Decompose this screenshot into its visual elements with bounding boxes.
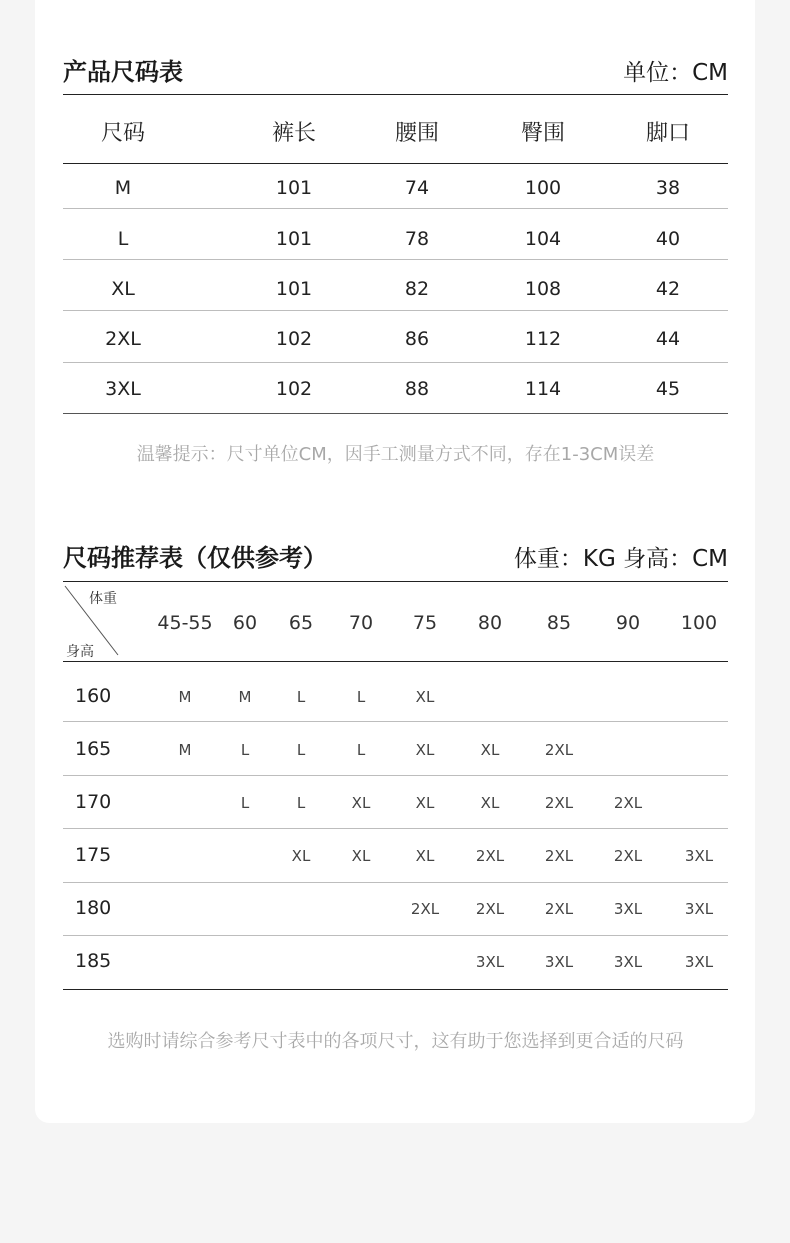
recommended-size-cell: 3XL (684, 953, 714, 971)
corner-height-label: 身高 (66, 644, 94, 660)
recommended-size-cell: M (238, 688, 252, 706)
size-label-cell: L (117, 228, 129, 250)
size-value-cell: 45 (655, 378, 681, 400)
height-label-cell: 165 (75, 738, 112, 760)
recommended-size-cell: 2XL (410, 900, 440, 918)
recommend-table-unit: 体重：KG 身高：CM (513, 546, 728, 572)
recommended-size-cell: 3XL (544, 953, 574, 971)
size-value-cell: 114 (524, 378, 562, 400)
weight-header-cell: 45-55 (157, 612, 213, 634)
recommended-size-cell: 3XL (684, 847, 714, 865)
size-header-cell: 臀围 (520, 120, 566, 146)
size-row-divider (63, 362, 728, 363)
size-value-cell: 82 (404, 278, 430, 300)
size-table-unit: 单位：CM (623, 60, 728, 86)
recommended-size-cell: XL (291, 847, 311, 865)
recommend-table-row (63, 950, 728, 974)
height-label-cell: 175 (75, 844, 112, 866)
recommended-size-cell: L (296, 741, 306, 759)
recommended-size-cell: XL (415, 794, 435, 812)
recommended-size-cell: M (178, 741, 192, 759)
recommended-size-cell: L (240, 741, 250, 759)
height-label-cell: 185 (75, 950, 112, 972)
recommended-size-cell: L (356, 688, 366, 706)
size-row-divider (63, 259, 728, 260)
size-value-cell: 101 (275, 228, 313, 250)
recommend-row-divider (63, 721, 728, 722)
size-table-head-rule (63, 163, 728, 164)
size-value-cell: 108 (524, 278, 562, 300)
recommended-size-cell: 3XL (475, 953, 505, 971)
size-label-cell: 2XL (105, 328, 141, 350)
size-value-cell: 104 (524, 228, 562, 250)
recommend-row-divider (63, 775, 728, 776)
recommended-size-cell: 2XL (544, 794, 574, 812)
size-table-row (63, 175, 728, 201)
size-value-cell: 102 (275, 378, 313, 400)
recommended-size-cell: L (296, 688, 306, 706)
weight-header-cell: 80 (477, 612, 503, 634)
weight-header-cell: 100 (680, 612, 718, 634)
size-value-cell: 101 (275, 278, 313, 300)
recommended-size-cell: 2XL (613, 794, 643, 812)
weight-header-cell: 70 (348, 612, 374, 634)
recommended-size-cell: XL (351, 794, 371, 812)
size-row-divider (63, 310, 728, 311)
weight-header-cell: 90 (615, 612, 641, 634)
size-table-top-rule (63, 94, 728, 95)
recommended-size-cell: XL (480, 741, 500, 759)
size-value-cell: 74 (404, 177, 430, 199)
size-table-row (63, 326, 728, 352)
recommended-size-cell: 2XL (475, 900, 505, 918)
recommend-table-head-rule (63, 661, 728, 662)
size-header-cell: 裤长 (271, 120, 317, 146)
size-value-cell: 44 (655, 328, 681, 350)
size-value-cell: 40 (655, 228, 681, 250)
size-value-cell: 100 (524, 177, 562, 199)
recommend-table-row (63, 791, 728, 815)
recommended-size-cell: XL (351, 847, 371, 865)
recommend-table-top-rule (63, 581, 728, 582)
size-value-cell: 78 (404, 228, 430, 250)
size-table-note: 温馨提示：尺寸单位CM，因手工测量方式不同，存在1-3CM误差 (136, 444, 655, 465)
size-header-cell: 腰围 (394, 120, 440, 146)
recommended-size-cell: XL (415, 688, 435, 706)
recommend-table-row (63, 897, 728, 921)
recommend-table-row (63, 844, 728, 868)
size-label-cell: XL (111, 278, 135, 300)
size-header-cell: 脚口 (645, 120, 691, 146)
recommend-table-bottom-rule (63, 989, 728, 990)
recommended-size-cell: XL (415, 741, 435, 759)
recommend-table-header (63, 538, 728, 573)
recommended-size-cell: 3XL (684, 900, 714, 918)
corner-weight-label: 体重 (89, 591, 117, 607)
height-label-cell: 180 (75, 897, 112, 919)
size-table-head-row (63, 116, 728, 146)
recommended-size-cell: M (178, 688, 192, 706)
recommend-table-weight-row (63, 612, 728, 636)
recommend-table-note: 选购时请综合参考尺寸表中的各项尺寸，这有助于您选择到更合适的尺码 (107, 1031, 684, 1052)
size-table-header (63, 52, 728, 87)
recommend-row-divider (63, 828, 728, 829)
size-value-cell: 112 (524, 328, 562, 350)
weight-header-cell: 65 (288, 612, 314, 634)
size-table-bottom-rule (63, 413, 728, 414)
size-label-cell: M (114, 177, 132, 199)
recommended-size-cell: 2XL (544, 847, 574, 865)
size-header-cell: 尺码 (100, 120, 146, 146)
height-label-cell: 170 (75, 791, 112, 813)
recommended-size-cell: 3XL (613, 900, 643, 918)
size-table-row (63, 276, 728, 302)
size-value-cell: 42 (655, 278, 681, 300)
size-table-title: 产品尺码表 (63, 58, 183, 86)
weight-header-cell: 60 (232, 612, 258, 634)
size-value-cell: 88 (404, 378, 430, 400)
recommend-row-divider (63, 935, 728, 936)
recommended-size-cell: 2XL (544, 900, 574, 918)
recommended-size-cell: L (356, 741, 366, 759)
recommended-size-cell: 2XL (613, 847, 643, 865)
recommend-row-divider (63, 882, 728, 883)
recommend-table-row (63, 685, 728, 709)
weight-header-cell: 85 (546, 612, 572, 634)
recommended-size-cell: 2XL (544, 741, 574, 759)
recommended-size-cell: 2XL (475, 847, 505, 865)
size-value-cell: 102 (275, 328, 313, 350)
size-value-cell: 101 (275, 177, 313, 199)
size-value-cell: 86 (404, 328, 430, 350)
recommended-size-cell: XL (415, 847, 435, 865)
size-table-row (63, 226, 728, 252)
weight-header-cell: 75 (412, 612, 438, 634)
recommended-size-cell: XL (480, 794, 500, 812)
recommended-size-cell: L (240, 794, 250, 812)
size-value-cell: 38 (655, 177, 681, 199)
size-label-cell: 3XL (105, 378, 141, 400)
recommend-table-row (63, 738, 728, 762)
size-row-divider (63, 208, 728, 209)
size-table-row (63, 376, 728, 402)
recommended-size-cell: 3XL (613, 953, 643, 971)
height-label-cell: 160 (75, 685, 112, 707)
recommended-size-cell: L (296, 794, 306, 812)
recommend-table-title: 尺码推荐表（仅供参考） (63, 544, 327, 572)
